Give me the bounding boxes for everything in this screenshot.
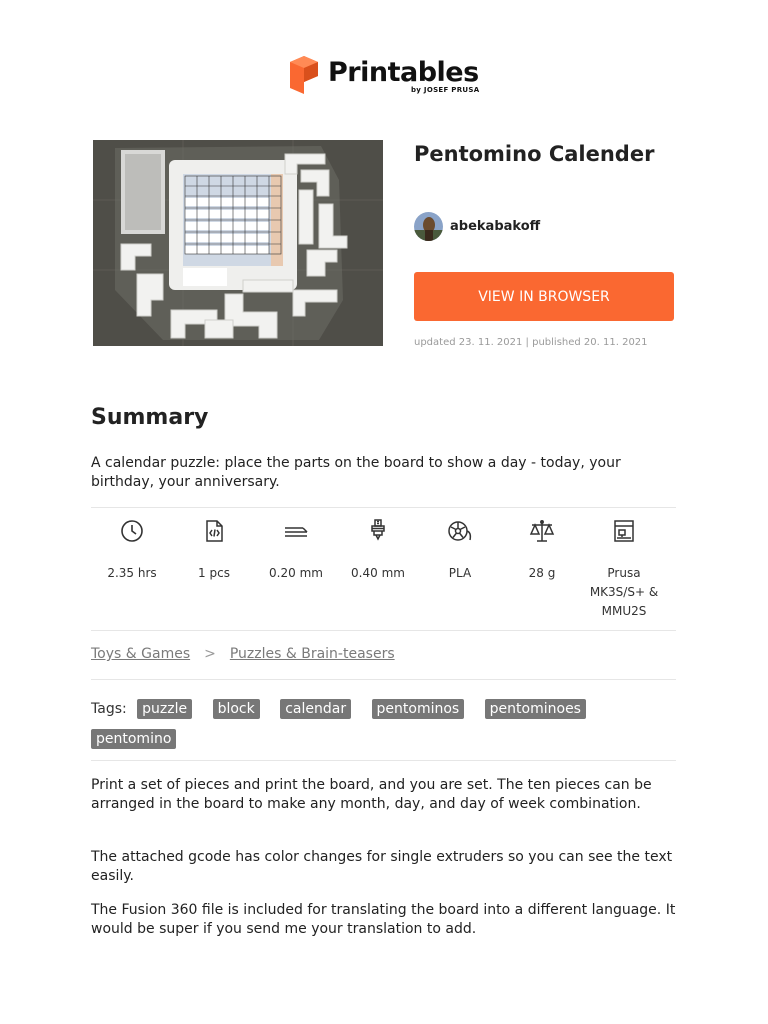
layer-height-icon: [283, 518, 309, 544]
tag-block[interactable]: block: [213, 699, 260, 719]
tags-section: [91, 694, 681, 754]
tag-pentominoes[interactable]: pentominoes: [485, 699, 586, 719]
filament-spool-icon: [447, 518, 473, 544]
stat-files: [173, 518, 255, 621]
stat-value: 0.40 mm: [351, 566, 405, 580]
stat-value: 28 g: [528, 566, 556, 580]
avatar[interactable]: [414, 212, 443, 241]
printables-logo-icon: [286, 54, 320, 96]
breadcrumb-category-link[interactable]: Toys & Games: [91, 646, 191, 662]
nozzle-icon: [365, 518, 391, 544]
scale-icon: [529, 518, 555, 544]
divider: [91, 760, 676, 761]
stat-material: [419, 518, 501, 621]
stat-value: 2.35 hrs: [107, 566, 157, 580]
stat-value: PLA: [448, 566, 472, 580]
divider: [91, 679, 676, 680]
tag-pentomino[interactable]: pentomino: [91, 729, 176, 749]
stat-printer: [583, 518, 665, 621]
tag-calendar[interactable]: calendar: [280, 699, 351, 719]
brand-byline: by JOSEF PRUSA: [411, 86, 480, 94]
printer-icon: [611, 518, 637, 544]
tag-puzzle[interactable]: puzzle: [137, 699, 192, 719]
tag-pentominos[interactable]: pentominos: [372, 699, 465, 719]
description-paragraph: Print a set of pieces and print the board, and you are set. The ten pieces can be arranged in the board to make any month, day, and day of week combination.: [91, 777, 652, 812]
description-paragraph: The attached gcode has color changes for single extruders so you can see the text easily.: [91, 849, 673, 884]
author-link[interactable]: [414, 212, 540, 241]
stat-value: 0.20 mm: [269, 566, 323, 580]
stat-nozzle: [337, 518, 419, 621]
stat-value: Prusa MK3S/S+ & MMU2S: [589, 566, 659, 618]
brand-name: Printables: [328, 57, 479, 88]
author-name[interactable]: abekabakoff: [450, 219, 541, 234]
stat-layer-height: [255, 518, 337, 621]
stat-weight: [501, 518, 583, 621]
summary-heading: Summary: [91, 405, 209, 430]
tags-label: Tags:: [91, 701, 127, 717]
model-preview-image[interactable]: [93, 140, 383, 346]
divider: [91, 507, 676, 508]
description-paragraph: The Fusion 360 file is included for translating the board into a different language. It would be super if you send me your translation to add.: [91, 902, 676, 937]
breadcrumb-subcategory-link[interactable]: Puzzles & Brain-teasers: [229, 646, 395, 662]
divider: [91, 630, 676, 631]
model-title: Pentomino Calender: [414, 142, 655, 166]
clock-icon: [119, 518, 145, 544]
stat-print-time: [91, 518, 173, 621]
file-code-icon: [201, 518, 227, 544]
printables-logo[interactable]: [286, 54, 486, 98]
view-in-browser-button[interactable]: VIEW IN BROWSER: [414, 272, 674, 321]
breadcrumb-separator: >: [204, 646, 216, 662]
breadcrumb: [91, 646, 395, 662]
publish-dates: updated 23. 11. 2021 | published 20. 11. 2021: [414, 337, 648, 348]
stat-value: 1 pcs: [198, 566, 230, 580]
summary-text: A calendar puzzle: place the parts on the board to show a day - today, your birthday, your anniversary.: [91, 455, 621, 490]
print-stats: [91, 518, 681, 621]
